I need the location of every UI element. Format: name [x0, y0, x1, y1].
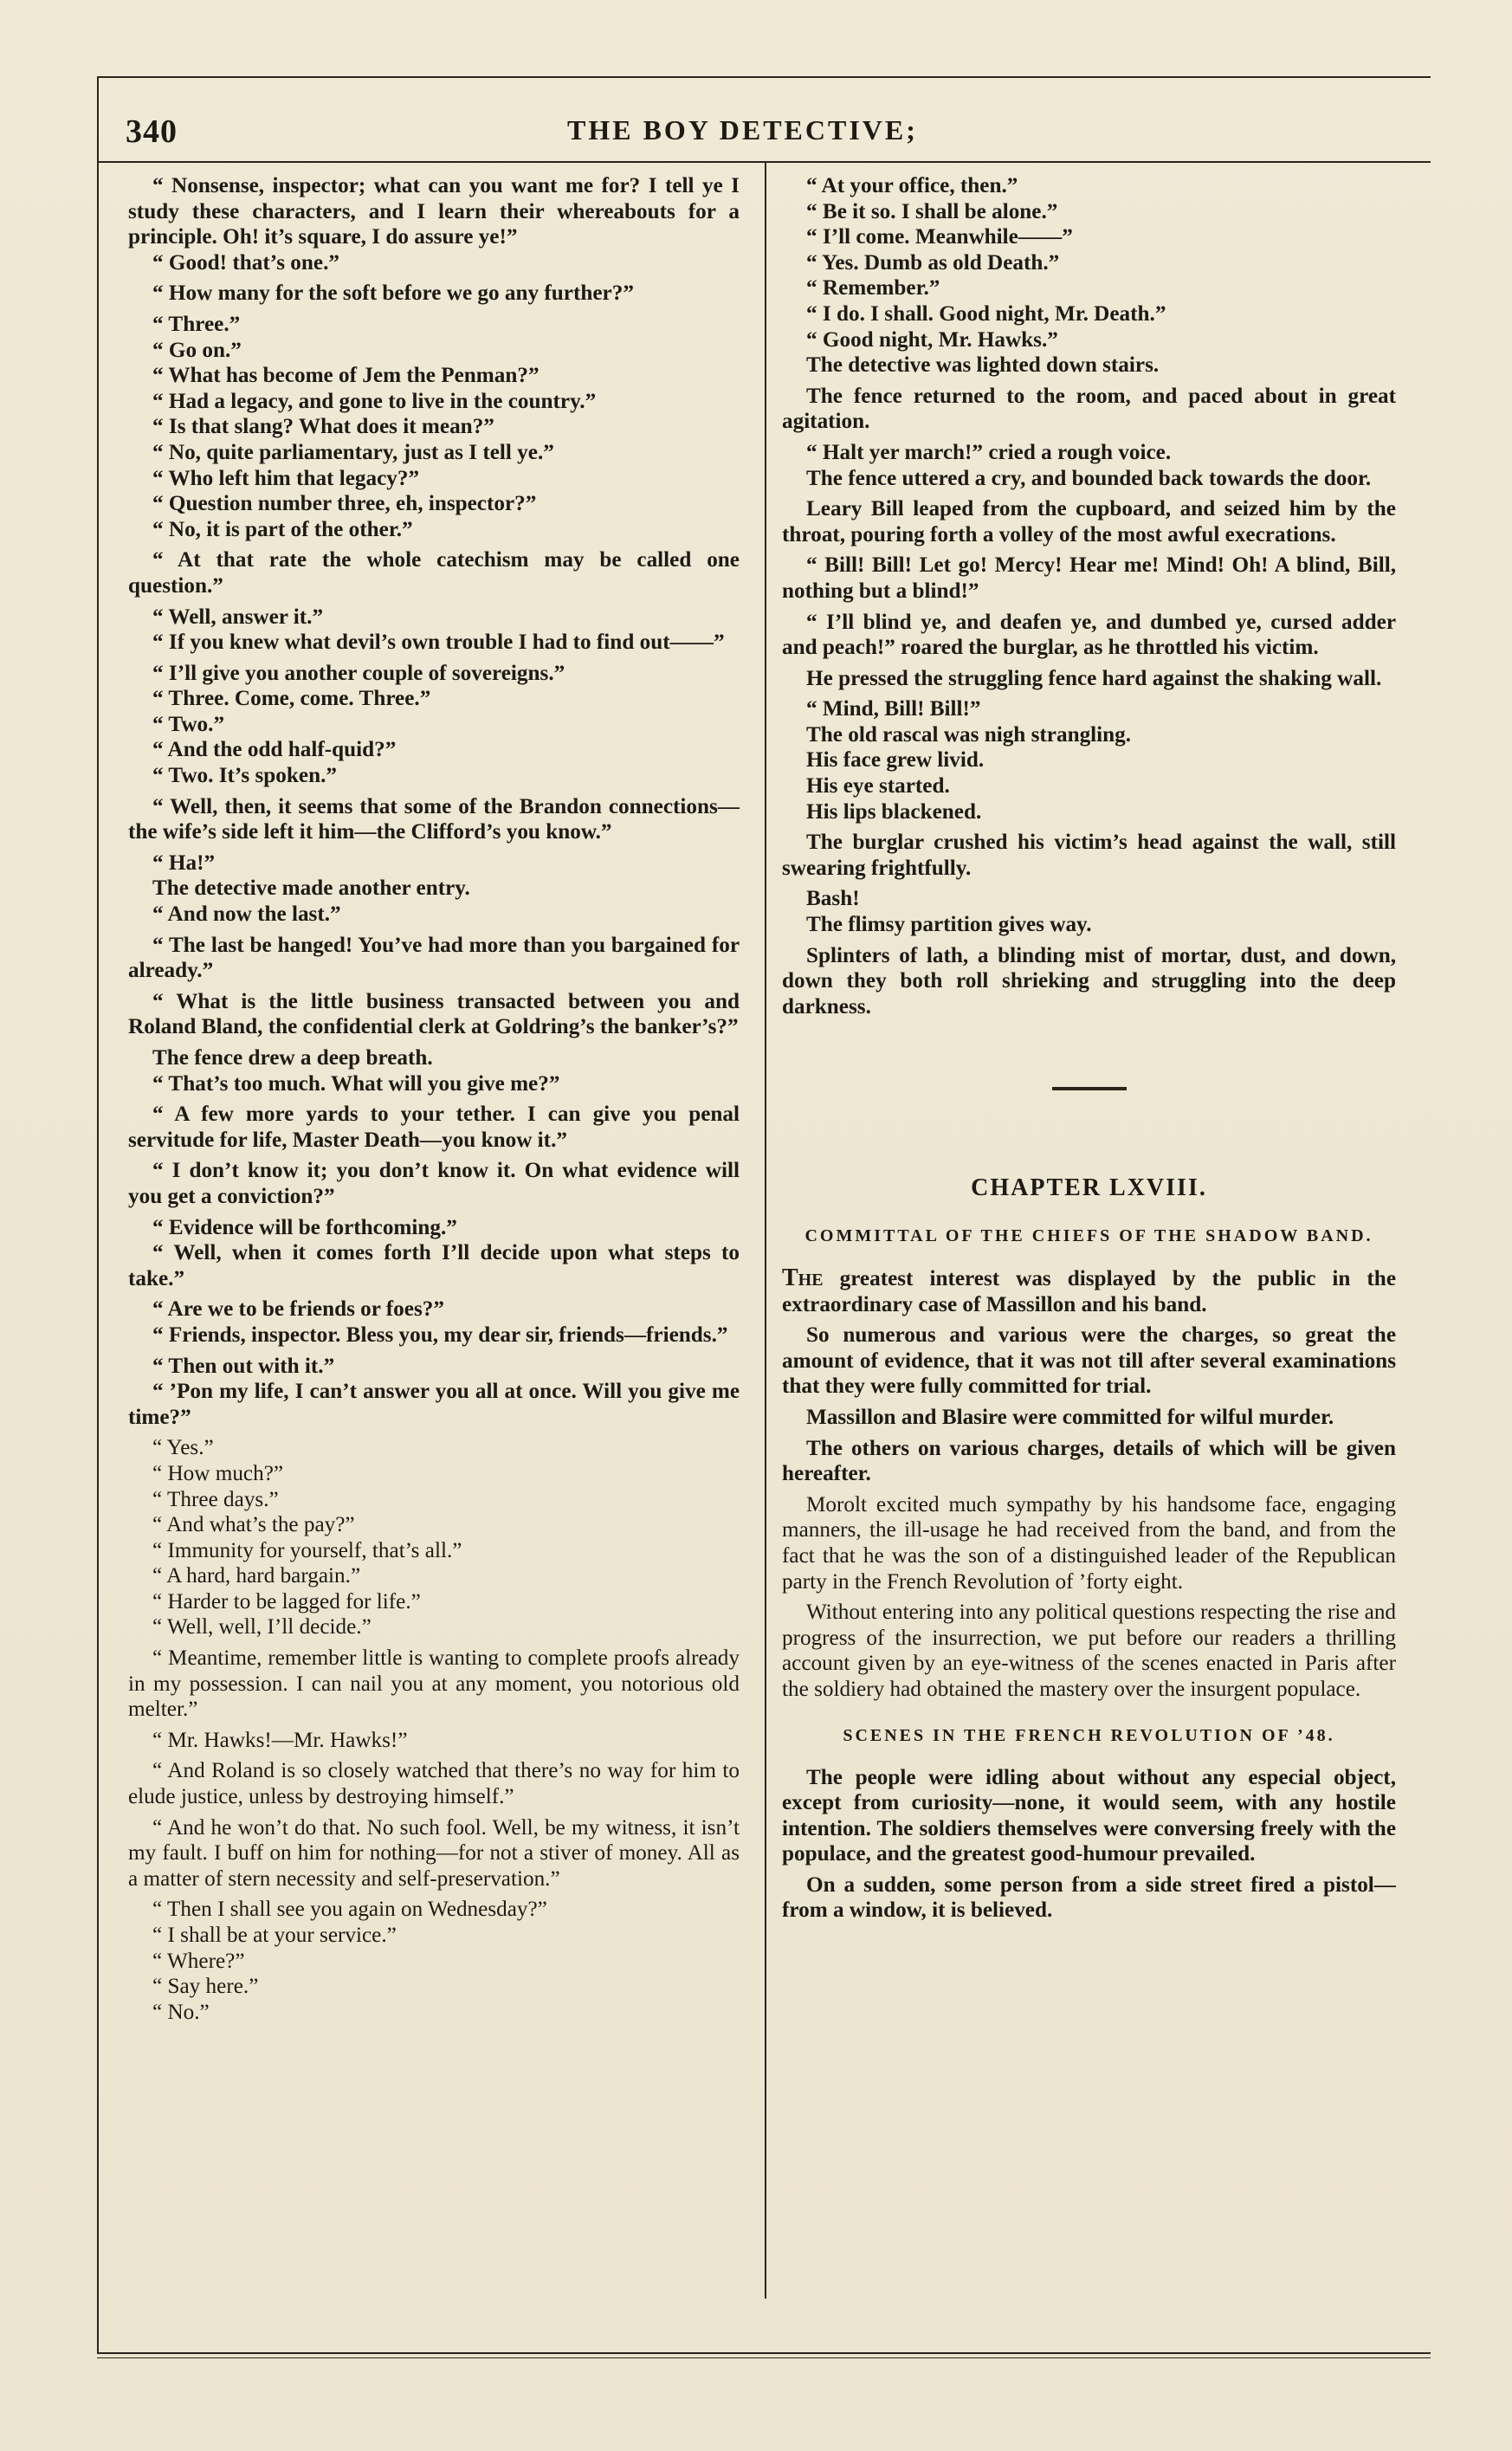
dialogue-paragraph: “ I don’t know it; you don’t know it. On what evidence will you get a conviction?” — [128, 1159, 740, 1208]
dialogue-paragraph: “ And the odd half-quid?” — [152, 738, 397, 762]
dialogue-paragraph: “ Who left him that legacy?” — [152, 466, 420, 490]
dialogue-paragraph: “ At your office, then.” — [806, 174, 1018, 197]
dialogue-paragraph: “ Harder to be lagged for life.” — [152, 1589, 421, 1614]
dialogue-paragraph: “ Good night, Mr. Hawks.” — [806, 327, 1058, 352]
chapter-title: CHAPTER LXVIII. — [971, 1174, 1207, 1202]
page-header — [126, 104, 1433, 156]
top-rule — [97, 76, 1431, 78]
dialogue-paragraph: “ Nonsense, inspector; what can you want me for? I tell ye I study these characters, and I learn their whereabouts for a principle. Oh! it’s square, I do assure ye!” — [128, 174, 740, 249]
right-column — [782, 173, 1396, 1924]
dialogue-paragraph: “ Immunity for yourself, that’s all.” — [152, 1538, 462, 1562]
narration-paragraph: The burglar crushed his victim’s head against the wall, still swearing frightfully. — [782, 831, 1396, 880]
dialogue-paragraph: “ How much?” — [152, 1461, 284, 1485]
left-border-rule — [97, 76, 99, 2354]
dialogue-paragraph: “ And he won’t do that. No such fool. Well, be my witness, it isn’t my fault. I buff on him for nothing—for not a stiver of money. All as a matter of stern necessity and self-preservation.” — [128, 1815, 740, 1891]
narration-paragraph: The detective was lighted down stairs. — [806, 353, 1160, 378]
narration-paragraph: The detective made another entry. — [152, 876, 470, 901]
narration-paragraph: His eye started. — [806, 774, 950, 799]
dialogue-paragraph: “ Then out with it.” — [152, 1354, 335, 1378]
dialogue-paragraph: “ Ha!” — [152, 850, 216, 875]
dialogue-paragraph: “ And now the last.” — [152, 902, 341, 927]
dialogue-paragraph: “ A few more yards to your tether. I can give you penal servitude for life, Master Death—you know it.” — [128, 1103, 740, 1152]
running-title: THE BOY DETECTIVE; — [567, 114, 918, 146]
header-rule — [97, 161, 1431, 163]
dialogue-paragraph: “ At that rate the whole catechism may be called one question.” — [128, 548, 740, 598]
bottom-rule-outer — [97, 2357, 1431, 2358]
dialogue-paragraph: “ Mr. Hawks!—Mr. Hawks!” — [152, 1728, 408, 1752]
dialogue-paragraph: “ No.” — [152, 2000, 210, 2024]
dialogue-paragraph: “ Bill! Bill! Let go! Mercy! Hear me! Mind! Oh! A blind, Bill, nothing but a blind!” — [782, 553, 1396, 603]
narration-paragraph: The fence returned to the room, and paced about in great agitation. — [782, 384, 1396, 434]
dialogue-paragraph: “ Well, answer it.” — [152, 605, 324, 629]
dialogue-paragraph: “ Yes.” — [152, 1436, 214, 1460]
bottom-rule — [97, 2352, 1431, 2354]
dialogue-paragraph: “ Two.” — [152, 712, 225, 736]
dialogue-paragraph: “ Well, when it comes forth I’ll decide upon what steps to take.” — [128, 1241, 740, 1290]
opening-paragraph-text: greatest interest was displayed by the public in the extraordinary case of Massillon and his band. — [782, 1267, 1396, 1316]
chapter-paragraph: Morolt excited much sympathy by his handsome face, engaging manners, the ill-usage he had received from the band, and from the fact that he was the son of a distinguished leader of the Republican party in the French Revolution of ’forty eight. — [782, 1492, 1396, 1594]
dialogue-paragraph: “ And Roland is so closely watched that there’s no way for him to elude justice, unless by destroying himself.” — [128, 1759, 740, 1809]
dialogue-paragraph: “ Three days.” — [152, 1487, 279, 1511]
dialogue-paragraph: “ Halt yer march!” cried a rough voice. — [806, 440, 1172, 464]
opening-word: The — [782, 1264, 824, 1291]
narration-paragraph: His face grew livid. — [806, 748, 985, 773]
chapter-paragraph: Massillon and Blasire were committed for wilful murder. — [806, 1405, 1334, 1429]
dialogue-paragraph: “ Well, then, it seems that some of the Brandon connections—the wife’s side left it him—the Clifford’s you know.” — [128, 794, 740, 844]
narration-paragraph: His lips blackened. — [806, 799, 982, 824]
dialogue-paragraph: “ Is that slang? What does it mean?” — [152, 415, 494, 439]
narration-paragraph: Leary Bill leaped from the cupboard, and seized him by the throat, pouring forth a volley of the most awful execrations. — [782, 497, 1396, 546]
dialogue-paragraph: “ Where?” — [152, 1949, 245, 1973]
dialogue-paragraph: “ Say here.” — [152, 1975, 259, 1999]
dialogue-paragraph: “ ’Pon my life, I can’t answer you all at once. Will you give me time?” — [128, 1380, 740, 1429]
dialogue-paragraph: “ How many for the soft before we go any further?” — [152, 281, 634, 306]
dialogue-paragraph: “ I’ll give you another couple of sovereigns.” — [152, 661, 565, 685]
chapter-paragraph: Without entering into any political questions respecting the rise and progress of the insurrection, we put before our readers a thrilling account given by an eye-witness of the scenes enacted in Paris after the soldiery had obtained the mastery over the insurgent populace. — [782, 1601, 1396, 1701]
dialogue-paragraph: “ Three. Come, come. Three.” — [152, 687, 431, 711]
dialogue-paragraph: “ Go on.” — [152, 338, 242, 362]
dialogue-paragraph: “ I’ll blind ye, and deafen ye, and dumbed ye, cursed adder and peach!” roared the burglar, as he throttled his victim. — [782, 610, 1396, 660]
section-paragraph: The people were idling about without any especial object, except from curiosity—none, it would seem, with any hostile intention. The soldiers themselves were conversing freely with the populace, and the greatest good-humour prevailed. — [782, 1765, 1396, 1866]
dialogue-paragraph: “ And what’s the pay?” — [152, 1513, 355, 1537]
dialogue-paragraph: “ Remember.” — [806, 276, 940, 301]
narration-paragraph: The fence drew a deep breath. — [152, 1046, 433, 1070]
dialogue-paragraph: “ Two. It’s spoken.” — [152, 764, 337, 788]
dialogue-paragraph: “ What is the little business transacted between you and Roland Bland, the confidential clerk at Goldring’s the banker’s?” — [128, 989, 740, 1039]
narration-paragraph: The old rascal was nigh strangling. — [806, 722, 1132, 747]
chapter-paragraph: So numerous and various were the charges, so great the amount of evidence, that it was not till after several examinations that they were fully committed for trial. — [782, 1323, 1396, 1399]
dialogue-paragraph: “ Good! that’s one.” — [152, 250, 339, 275]
dialogue-paragraph: “ No, it is part of the other.” — [152, 517, 413, 541]
column-divider-rule — [765, 163, 766, 2299]
narration-paragraph: Splinters of lath, a blinding mist of mortar, dust, and down, down they both roll shrieking and struggling into the deep darkness. — [782, 943, 1396, 1019]
left-column — [128, 173, 740, 2025]
section-divider — [1052, 1087, 1127, 1090]
dialogue-paragraph: “ Meantime, remember little is wanting to complete proofs already in my possession. I can nail you at any moment, you notorious old melter.” — [128, 1646, 740, 1722]
dialogue-paragraph: “ I do. I shall. Good night, Mr. Death.” — [806, 301, 1166, 326]
dialogue-paragraph: “ Are we to be friends or foes?” — [152, 1297, 444, 1322]
dialogue-paragraph: “ That’s too much. What will you give me?” — [152, 1071, 560, 1096]
dialogue-paragraph: “ Question number three, eh, inspector?” — [152, 492, 537, 516]
dialogue-paragraph: “ Had a legacy, and gone to live in the country.” — [152, 389, 597, 413]
narration-paragraph: The fence uttered a cry, and bounded back towards the door. — [806, 466, 1372, 490]
dialogue-paragraph: “ Three.” — [152, 312, 241, 336]
dialogue-paragraph: “ The last be hanged! You’ve had more than you bargained for already.” — [128, 933, 740, 983]
narration-paragraph: He pressed the struggling fence hard against the shaking wall. — [806, 666, 1382, 690]
dialogue-paragraph: “ I’ll come. Meanwhile——” — [806, 225, 1073, 249]
section-title: SCENES IN THE FRENCH REVOLUTION OF ’48. — [843, 1725, 1335, 1745]
dialogue-paragraph: “ Well, well, I’ll decide.” — [152, 1615, 372, 1639]
dialogue-paragraph: “ Yes. Dumb as old Death.” — [806, 250, 1060, 275]
chapter-subtitle: COMMITTAL OF THE CHIEFS OF THE SHADOW BAND. — [804, 1226, 1373, 1245]
dialogue-paragraph: “ A hard, hard bargain.” — [152, 1564, 361, 1588]
narration-paragraph: Bash! — [806, 887, 860, 911]
section-paragraph: On a sudden, some person from a side street fired a pistol—from a window, it is believed. — [782, 1872, 1396, 1923]
dialogue-paragraph: “ I shall be at your service.” — [152, 1924, 397, 1947]
dialogue-paragraph: “ Friends, inspector. Bless you, my dear sir, friends—friends.” — [152, 1323, 728, 1347]
chapter-paragraph: The others on various charges, details of which will be given hereafter. — [782, 1436, 1396, 1486]
dialogue-paragraph: “ Evidence will be forthcoming.” — [152, 1215, 457, 1239]
page-number: 340 — [126, 113, 178, 150]
narration-paragraph: The flimsy partition gives way. — [806, 913, 1092, 937]
dialogue-paragraph: “ What has become of Jem the Penman?” — [152, 364, 540, 388]
chapter-opening-paragraph — [782, 1265, 1396, 1317]
dialogue-paragraph: “ Be it so. I shall be alone.” — [806, 199, 1058, 223]
dialogue-paragraph: “ No, quite parliamentary, just as I tell ye.” — [152, 440, 554, 464]
dialogue-paragraph: “ Mind, Bill! Bill!” — [806, 697, 981, 721]
dialogue-paragraph: “ If you knew what devil’s own trouble I had to find out——” — [152, 631, 725, 655]
dialogue-paragraph: “ Then I shall see you again on Wednesday?” — [152, 1898, 547, 1922]
